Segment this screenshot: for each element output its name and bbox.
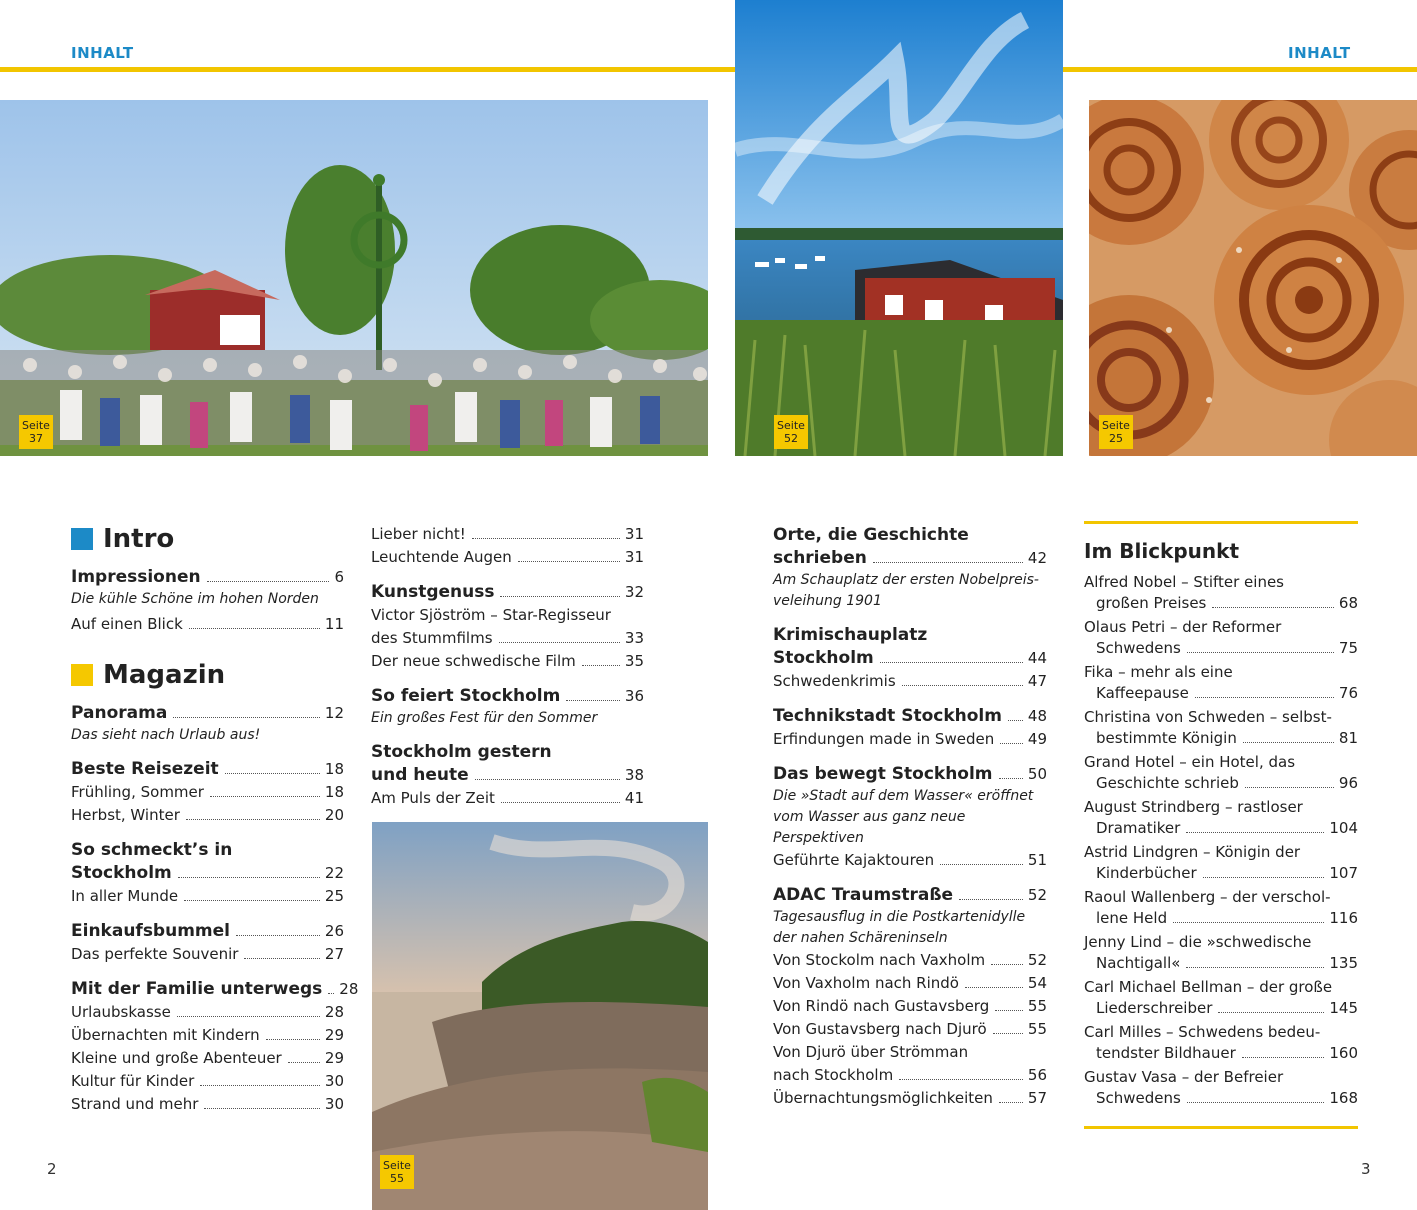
toc-subentry-label: Von Gustavsberg nach Djurö xyxy=(773,1020,987,1038)
blickpunkt-item-line1: Fika – mehr als eine xyxy=(1084,663,1233,681)
toc-entry-label-line1: Orte, die Geschichte xyxy=(773,525,969,545)
toc-dots xyxy=(1243,742,1334,743)
toc-subentry-page: 25 xyxy=(324,887,344,905)
toc-subentry-label: Von Rindö nach Gustavsberg xyxy=(773,997,990,1015)
toc-subentry[interactable] xyxy=(371,787,644,810)
toc-dots xyxy=(1218,1012,1324,1013)
toc-subentry-label: Geführte Kajaktouren xyxy=(773,851,935,869)
toc-entry-page: 42 xyxy=(1027,549,1047,567)
section-title-intro: Intro xyxy=(103,524,175,554)
toc-subentry-label: In aller Munde xyxy=(71,887,179,905)
toc-entry-page: 26 xyxy=(324,922,344,940)
toc-dots xyxy=(204,1108,320,1109)
intro-square-icon xyxy=(71,528,93,550)
page-number-right: 3 xyxy=(1361,1160,1371,1178)
toc-subentry[interactable] xyxy=(773,728,1047,751)
toc-entry-description: Die »Stadt auf dem Wasser« eröffnet vom Wasser aus ganz neue Perspektiven xyxy=(773,788,1034,846)
blickpunkt-item-page: 104 xyxy=(1329,819,1358,837)
toc-entry-page: 18 xyxy=(324,760,344,778)
blickpunkt-item-page: 81 xyxy=(1338,729,1358,747)
toc-subentry[interactable] xyxy=(71,1047,344,1070)
toc-entry-impressionen[interactable] xyxy=(71,566,344,610)
toc-column-2 xyxy=(371,523,644,822)
toc-subentry-page: 30 xyxy=(324,1095,344,1113)
toc-subentry-label: Von Vaxholm nach Rindö xyxy=(773,974,959,992)
toc-subentry-page: 29 xyxy=(324,1026,344,1044)
toc-subentry-page: 47 xyxy=(1027,672,1047,690)
toc-subentry-line1 xyxy=(371,604,644,627)
toc-entry-label: Kunstgenuss xyxy=(371,582,495,602)
page-number-left: 2 xyxy=(47,1160,57,1178)
toc-dots xyxy=(1000,743,1023,744)
toc-subentry-page: 54 xyxy=(1027,974,1047,992)
toc-subentry-line1 xyxy=(773,1041,1047,1064)
toc-entry-label: Impressionen xyxy=(71,567,201,587)
photo-midsummer-celebration[interactable] xyxy=(0,100,708,456)
toc-subentry-page: 30 xyxy=(324,1072,344,1090)
toc-subentry-page: 56 xyxy=(1027,1066,1047,1084)
toc-subentry-page: 35 xyxy=(624,652,644,670)
toc-dots xyxy=(186,819,320,820)
seite-badge-label: Seite xyxy=(777,419,805,432)
toc-entry-label: Lieber nicht! xyxy=(371,525,466,543)
blickpunkt-item-line1: Astrid Lindgren – Königin der xyxy=(1084,843,1301,861)
toc-entry-mit-der-familie[interactable] xyxy=(71,978,359,1116)
section-title-magazin: Magazin xyxy=(103,660,226,690)
toc-entry-description: Das sieht nach Urlaub aus! xyxy=(71,727,261,743)
toc-subentry-label: Frühling, Sommer xyxy=(71,783,204,801)
toc-entry-description: Tagesausflug in die Postkartenidylle der nahen Schäreninseln xyxy=(773,909,1026,946)
toc-dots xyxy=(178,877,320,878)
blickpunkt-item-page: 160 xyxy=(1329,1044,1358,1062)
toc-entry-label: Das bewegt Stockholm xyxy=(773,764,993,784)
blickpunkt-item-line2: großen Preises xyxy=(1096,594,1207,612)
toc-entry-das-bewegt[interactable] xyxy=(773,763,1047,872)
toc-subentry-page: 57 xyxy=(1027,1089,1047,1107)
toc-subentry-label: Herbst, Winter xyxy=(71,806,180,824)
blickpunkt-item-line2: Kaffeepause xyxy=(1096,684,1189,702)
blickpunkt-item[interactable] xyxy=(1084,1022,1358,1064)
toc-subentry-page: 27 xyxy=(324,945,344,963)
blickpunkt-item-page: 96 xyxy=(1338,774,1358,792)
seite-badge-55 xyxy=(380,1155,414,1189)
toc-subentry-label: Übernachtungsmöglichkeiten xyxy=(773,1089,993,1107)
toc-dots xyxy=(1186,967,1324,968)
toc-dots xyxy=(1186,832,1324,833)
seite-badge-page: 37 xyxy=(29,432,43,445)
toc-dots xyxy=(1008,720,1023,721)
blickpunkt-box xyxy=(1084,521,1358,1129)
toc-subentry-page: 49 xyxy=(1027,730,1047,748)
blickpunkt-item-page: 145 xyxy=(1329,999,1358,1017)
seite-badge-page: 55 xyxy=(390,1172,404,1185)
toc-entry-krimischauplatz[interactable] xyxy=(773,624,1047,693)
toc-entry-technikstadt[interactable] xyxy=(773,705,1047,751)
photo-cinnamon-image xyxy=(1089,100,1417,456)
toc-subentry-label: Übernachten mit Kindern xyxy=(71,1026,260,1044)
toc-subentry[interactable] xyxy=(71,943,344,966)
blickpunkt-item-line2: Schwedens xyxy=(1096,639,1181,657)
blickpunkt-item-page: 75 xyxy=(1338,639,1358,657)
toc-subentry-page: 29 xyxy=(324,1049,344,1067)
toc-dots xyxy=(184,900,320,901)
toc-dots xyxy=(472,538,620,539)
blickpunkt-item-line1: Carl Milles – Schwedens bedeu- xyxy=(1084,1023,1321,1041)
blickpunkt-item-page: 107 xyxy=(1329,864,1358,882)
blickpunkt-item[interactable] xyxy=(1084,752,1358,794)
blickpunkt-item-line1: Raoul Wallenberg – der verschol- xyxy=(1084,888,1331,906)
blickpunkt-item-line1: Christina von Schweden – selbst- xyxy=(1084,708,1332,726)
toc-dots xyxy=(1173,922,1324,923)
toc-dots xyxy=(880,662,1023,663)
toc-dots xyxy=(873,562,1023,563)
toc-dots xyxy=(266,1039,320,1040)
toc-dots xyxy=(940,864,1023,865)
toc-entry-adac-traumstrasse[interactable] xyxy=(773,884,1047,1110)
toc-dots xyxy=(518,561,620,562)
toc-subentry-label-line1: Von Djurö über Strömman xyxy=(773,1043,969,1061)
toc-dots xyxy=(501,802,620,803)
toc-subentry-label: Kultur für Kinder xyxy=(71,1072,195,1090)
toc-subentry[interactable] xyxy=(71,1024,344,1047)
toc-entry-description: Die kühle Schöne im hohen Norden xyxy=(71,591,319,607)
toc-entry-kunstgenuss[interactable] xyxy=(371,581,644,673)
blickpunkt-item-line1: Grand Hotel – ein Hotel, das xyxy=(1084,753,1296,771)
toc-dots xyxy=(965,987,1023,988)
toc-entry-page: 31 xyxy=(624,525,644,543)
toc-dots xyxy=(200,1085,320,1086)
toc-entry-label: Einkaufsbummel xyxy=(71,921,230,941)
toc-dots xyxy=(1212,607,1334,608)
blickpunkt-item-line2: Schwedens xyxy=(1096,1089,1181,1107)
toc-dots xyxy=(993,1033,1023,1034)
toc-entry-page: 6 xyxy=(334,568,344,586)
blickpunkt-list xyxy=(1084,572,1358,1109)
toc-subentry[interactable] xyxy=(773,972,1047,995)
toc-dots xyxy=(210,796,320,797)
blickpunkt-item-page: 116 xyxy=(1329,909,1358,927)
toc-subentry-label: Urlaubskasse xyxy=(71,1003,171,1021)
section-intro-heading xyxy=(71,524,344,554)
blickpunkt-item-line2: Liederschreiber xyxy=(1096,999,1213,1017)
blickpunkt-item-line1: Gustav Vasa – der Befreier xyxy=(1084,1068,1284,1086)
photo-sunset-coast[interactable] xyxy=(372,822,708,1210)
toc-dots xyxy=(207,581,330,582)
toc-subentry[interactable] xyxy=(773,1087,1047,1110)
blickpunkt-item-page: 76 xyxy=(1338,684,1358,702)
toc-dots xyxy=(475,779,620,780)
blickpunkt-item-line1: Carl Michael Bellman – der große xyxy=(1084,978,1333,996)
toc-entry-page: 44 xyxy=(1027,649,1047,667)
toc-entry-label: Stockholm xyxy=(773,648,874,668)
toc-entry-label: Technikstadt Stockholm xyxy=(773,706,1002,726)
blickpunkt-item[interactable] xyxy=(1084,887,1358,929)
photo-archipelago-house[interactable] xyxy=(735,0,1063,456)
toc-subentry[interactable] xyxy=(71,804,344,827)
header-inhalt-left: INHALT xyxy=(71,44,134,62)
toc-dots xyxy=(1203,877,1325,878)
toc-column-3 xyxy=(773,524,1047,1122)
blickpunkt-item-line2: Kinderbücher xyxy=(1096,864,1197,882)
toc-dots xyxy=(500,596,619,597)
toc-dots xyxy=(244,958,319,959)
toc-entry-label: So feiert Stockholm xyxy=(371,686,561,706)
toc-entry-panorama[interactable] xyxy=(71,702,344,746)
toc-entry-page: 36 xyxy=(624,687,644,705)
toc-entry-label-line1: Krimischauplatz xyxy=(773,625,928,645)
toc-dots xyxy=(566,700,620,701)
photo-cinnamon-buns[interactable] xyxy=(1089,100,1417,456)
toc-entry-label-line1: So schmeckt’s in xyxy=(71,840,233,860)
toc-entry-label: Stockholm xyxy=(71,863,172,883)
toc-entry-so-feiert[interactable] xyxy=(371,685,644,729)
blickpunkt-item-page: 168 xyxy=(1329,1089,1358,1107)
blickpunkt-item[interactable] xyxy=(1084,842,1358,884)
blickpunkt-item-line1: Olaus Petri – der Reformer xyxy=(1084,618,1282,636)
toc-entry-leuchtende-augen[interactable] xyxy=(371,546,644,569)
toc-subentry-label: Kleine und große Abenteuer xyxy=(71,1049,282,1067)
toc-dots xyxy=(1187,652,1334,653)
blickpunkt-item[interactable] xyxy=(1084,662,1358,704)
toc-subentry[interactable] xyxy=(71,1001,344,1024)
toc-subentry[interactable] xyxy=(773,670,1047,693)
toc-entry-label-line1: Stockholm gestern xyxy=(371,742,552,762)
blickpunkt-item[interactable] xyxy=(1084,977,1358,1019)
seite-badge-page: 52 xyxy=(784,432,798,445)
toc-subentry-label: Strand und mehr xyxy=(71,1095,199,1113)
toc-subentry[interactable] xyxy=(773,949,1047,972)
blickpunkt-item[interactable] xyxy=(1084,572,1358,614)
blickpunkt-item-line2: Dramatiker xyxy=(1096,819,1181,837)
seite-badge-label: Seite xyxy=(22,419,50,432)
blickpunkt-item[interactable] xyxy=(1084,797,1358,839)
blickpunkt-item-line2: lene Held xyxy=(1096,909,1168,927)
toc-entry-page: 31 xyxy=(624,548,644,566)
toc-subentry-label: Erfindungen made in Sweden xyxy=(773,730,995,748)
toc-dots xyxy=(288,1062,320,1063)
toc-entry-stockholm-gestern[interactable] xyxy=(371,741,644,810)
toc-entry-description: Ein großes Fest für den Sommer xyxy=(371,710,598,726)
toc-subentry-page: 20 xyxy=(324,806,344,824)
toc-subentry-label: Schwedenkrimis xyxy=(773,672,896,690)
seite-badge-label: Seite xyxy=(1102,419,1130,432)
toc-entry-beste-reisezeit[interactable] xyxy=(71,758,344,827)
toc-entry-group-top xyxy=(371,523,644,569)
blickpunkt-item[interactable] xyxy=(1084,1067,1358,1109)
toc-dots xyxy=(959,899,1023,900)
seite-badge-25 xyxy=(1099,415,1133,449)
toc-subentry[interactable] xyxy=(371,627,644,650)
blickpunkt-title: Im Blickpunkt xyxy=(1084,539,1240,563)
seite-badge-page: 25 xyxy=(1109,432,1123,445)
toc-entry-label: Mit der Familie unterwegs xyxy=(71,979,323,999)
toc-entry-page: 28 xyxy=(339,980,359,998)
toc-dots xyxy=(177,1016,320,1017)
toc-subentry[interactable] xyxy=(773,849,1047,872)
photo-midsummer-image xyxy=(0,100,708,456)
toc-dots xyxy=(328,993,334,994)
toc-entry-label: schrieben xyxy=(773,548,867,568)
toc-entry-label: Beste Reisezeit xyxy=(71,759,219,779)
toc-entry-auf-einen-blick[interactable] xyxy=(71,613,344,636)
toc-dots xyxy=(902,685,1023,686)
blickpunkt-item-line2: Geschichte schrieb xyxy=(1096,774,1239,792)
toc-subentry[interactable] xyxy=(71,781,344,804)
toc-entry-label: ADAC Traumstraße xyxy=(773,885,954,905)
toc-entry-page: 50 xyxy=(1027,765,1047,783)
toc-subentry-page: 55 xyxy=(1027,1020,1047,1038)
toc-entry-orte-geschichte[interactable] xyxy=(773,524,1047,612)
toc-subentry-page: 51 xyxy=(1027,851,1047,869)
toc-entry-page: 52 xyxy=(1027,886,1047,904)
toc-entry-page: 11 xyxy=(324,615,344,633)
blickpunkt-item-line2: Nachtigall« xyxy=(1096,954,1181,972)
toc-dots xyxy=(499,642,620,643)
toc-dots xyxy=(999,1102,1023,1103)
toc-entry-page: 48 xyxy=(1027,707,1047,725)
toc-dots xyxy=(995,1010,1023,1011)
toc-entry-page: 12 xyxy=(324,704,344,722)
toc-subentry-page: 18 xyxy=(324,783,344,801)
toc-dots xyxy=(189,628,320,629)
toc-subentry[interactable] xyxy=(71,885,344,908)
toc-subentry[interactable] xyxy=(773,1018,1047,1041)
toc-dots xyxy=(225,773,320,774)
toc-subentry-page: 55 xyxy=(1027,997,1047,1015)
photo-sunset-image xyxy=(372,822,708,1210)
toc-subentry-label: Am Puls der Zeit xyxy=(371,789,495,807)
seite-badge-52 xyxy=(774,415,808,449)
toc-subentry-label: des Stummfilms xyxy=(371,629,493,647)
blickpunkt-item-line1: August Strindberg – rastloser xyxy=(1084,798,1303,816)
toc-subentry-label: nach Stockholm xyxy=(773,1066,894,1084)
blickpunkt-item[interactable] xyxy=(1084,932,1358,974)
toc-entry-page: 22 xyxy=(324,864,344,882)
blickpunkt-item[interactable] xyxy=(1084,707,1358,749)
toc-subentry[interactable] xyxy=(371,650,644,673)
toc-column-1 xyxy=(71,524,359,1128)
toc-subentry-label: Das perfekte Souvenir xyxy=(71,945,239,963)
toc-subentry-page: 28 xyxy=(324,1003,344,1021)
photo-archipelago-image xyxy=(735,0,1063,456)
blickpunkt-item-line2: bestimmte Königin xyxy=(1096,729,1237,747)
header-rule-left xyxy=(0,67,735,72)
magazin-square-icon xyxy=(71,664,93,686)
toc-entry-label: Panorama xyxy=(71,703,168,723)
blickpunkt-item-line2: tendster Bildhauer xyxy=(1096,1044,1236,1062)
toc-dots xyxy=(991,964,1023,965)
blickpunkt-item-line1: Alfred Nobel – Stifter eines xyxy=(1084,573,1284,591)
toc-subentry[interactable] xyxy=(773,1064,1047,1087)
seite-badge-37 xyxy=(19,415,53,449)
toc-entry-page: 32 xyxy=(624,583,644,601)
header-inhalt-right: INHALT xyxy=(1288,44,1351,62)
blickpunkt-item-page: 135 xyxy=(1329,954,1358,972)
toc-dots xyxy=(582,665,620,666)
toc-entry-einkaufsbummel[interactable] xyxy=(71,920,344,966)
toc-subentry[interactable] xyxy=(71,1093,344,1116)
seite-badge-label: Seite xyxy=(383,1159,411,1172)
toc-dots xyxy=(1242,1057,1325,1058)
toc-subentry-page: 52 xyxy=(1027,951,1047,969)
toc-entry-description: Am Schauplatz der ersten Nobelpreis-veleihung 1901 xyxy=(773,572,1039,609)
toc-subentry-page: 41 xyxy=(624,789,644,807)
blickpunkt-item-page: 68 xyxy=(1338,594,1358,612)
toc-dots xyxy=(1245,787,1334,788)
section-magazin-heading xyxy=(71,660,344,690)
toc-subentry-page: 33 xyxy=(624,629,644,647)
toc-subentry[interactable] xyxy=(71,1070,344,1093)
toc-dots xyxy=(899,1079,1023,1080)
toc-dots xyxy=(173,717,320,718)
toc-entry-page: 38 xyxy=(624,766,644,784)
toc-entry-label: Leuchtende Augen xyxy=(371,548,512,566)
toc-entry-label: und heute xyxy=(371,765,469,785)
blickpunkt-item[interactable] xyxy=(1084,617,1358,659)
toc-dots xyxy=(1187,1102,1325,1103)
toc-dots xyxy=(236,935,320,936)
toc-subentry[interactable] xyxy=(773,995,1047,1018)
toc-subentry-label-line1: Victor Sjöström – Star-Regisseur xyxy=(371,606,611,624)
toc-entry-lieber-nicht[interactable] xyxy=(371,523,644,546)
blickpunkt-item-line1: Jenny Lind – die »schwedische xyxy=(1084,933,1312,951)
toc-subentry-label: Der neue schwedische Film xyxy=(371,652,576,670)
toc-subentry-label: Von Stockolm nach Vaxholm xyxy=(773,951,986,969)
toc-entry-label: Auf einen Blick xyxy=(71,615,183,633)
toc-entry-so-schmeckts[interactable] xyxy=(71,839,344,908)
header-rule-right xyxy=(1063,67,1417,72)
toc-dots xyxy=(1195,697,1334,698)
toc-dots xyxy=(999,778,1023,779)
